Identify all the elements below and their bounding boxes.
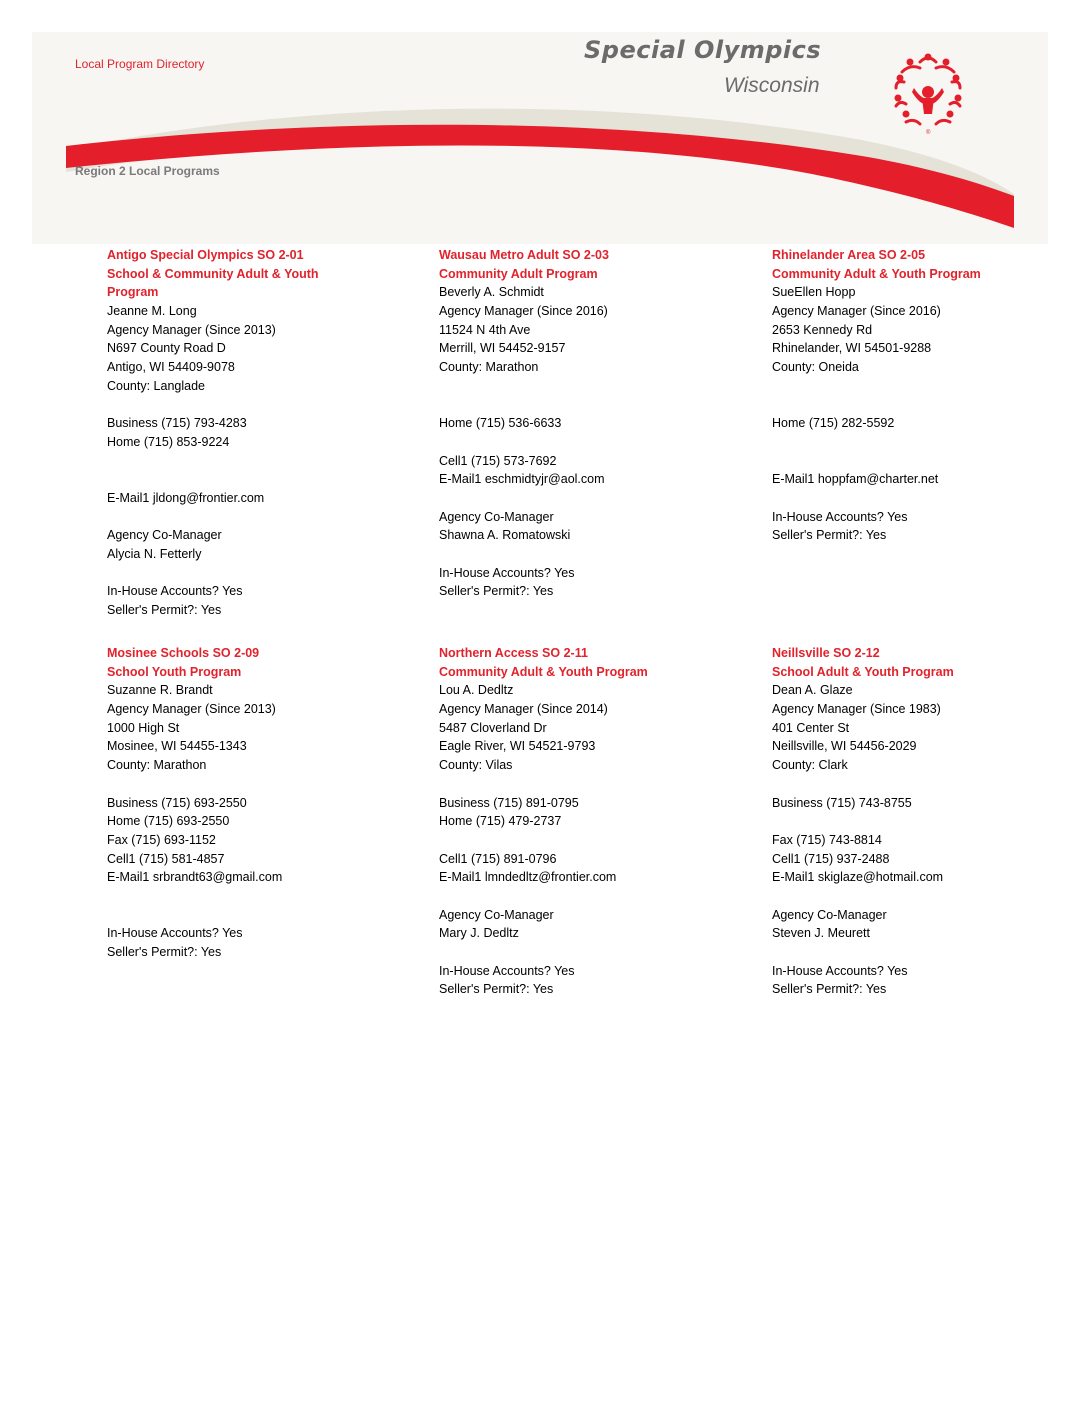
- program-title: Northern Access SO 2-11: [439, 646, 588, 660]
- co-manager-name: Steven J. Meurett: [772, 926, 870, 941]
- program-title: Wausau Metro Adult SO 2-03: [439, 248, 609, 262]
- street-address: 1000 High St: [107, 720, 180, 735]
- program-entry-wausau: [439, 246, 749, 601]
- co-manager-name: Alycia N. Fetterly: [107, 547, 202, 561]
- cell-phone: Cell1 (715) 891-0796: [439, 851, 557, 866]
- email: E-Mail1 skiglaze@hotmail.com: [772, 870, 944, 885]
- manager-role: Agency Manager (Since 2014): [439, 702, 608, 717]
- program-entry-mosinee: [107, 644, 417, 962]
- program-type: School Youth Program: [107, 664, 242, 679]
- county: County: Vilas: [439, 758, 513, 773]
- co-manager-label: Agency Co-Manager: [107, 528, 222, 543]
- business-phone: Business (715) 793-4283: [107, 416, 247, 431]
- manager-role: Agency Manager (Since 2013): [107, 322, 276, 337]
- program-type-cont: Program: [107, 285, 159, 300]
- program-entry-northern-access: [439, 644, 749, 999]
- program-title: Rhinelander Area SO 2-05: [772, 248, 926, 262]
- manager-name: Jeanne M. Long: [107, 304, 197, 319]
- county: County: Langlade: [107, 378, 205, 393]
- email: E-Mail1 eschmidtyjr@aol.com: [439, 472, 605, 487]
- manager-role: Agency Manager (Since 2016): [772, 304, 941, 319]
- program-entry-antigo: [107, 246, 417, 620]
- co-manager-name: Shawna A. Romatowski: [439, 528, 571, 543]
- email: E-Mail1 lmndedltz@frontier.com: [439, 870, 617, 885]
- fax-number: Fax (715) 693-1152: [107, 832, 216, 847]
- program-title: Mosinee Schools SO 2-09: [107, 646, 260, 660]
- sellers-permit: Seller's Permit?: Yes: [107, 603, 222, 618]
- program-type: Community Adult & Youth Program: [772, 266, 981, 281]
- special-olympics-logo-icon: [892, 52, 964, 138]
- county: County: Clark: [772, 758, 848, 773]
- sellers-permit: Seller's Permit?: Yes: [439, 584, 554, 599]
- home-phone: Home (715) 282-5592: [772, 416, 895, 431]
- program-entry-rhinelander: [772, 246, 1082, 545]
- street-address: 11524 N 4th Ave: [439, 322, 531, 337]
- in-house-accounts: In-House Accounts? Yes: [772, 509, 908, 524]
- business-phone: Business (715) 891-0795: [439, 795, 579, 810]
- email: E-Mail1 jldong@frontier.com: [107, 490, 265, 505]
- program-type: School & Community Adult & Youth: [107, 266, 319, 281]
- brand-name: Special Olympics: [584, 36, 822, 64]
- cell-phone: Cell1 (715) 937-2488: [772, 851, 890, 866]
- manager-name: Lou A. Dedltz: [439, 683, 514, 698]
- in-house-accounts: In-House Accounts? Yes: [439, 565, 575, 580]
- manager-role: Agency Manager (Since 1983): [772, 702, 941, 717]
- city-state-zip: Mosinee, WI 54455-1343: [107, 739, 247, 754]
- street-address: N697 County Road D: [107, 341, 226, 356]
- program-title: Neillsville SO 2-12: [772, 646, 880, 660]
- manager-name: SueEllen Hopp: [772, 285, 856, 300]
- sellers-permit: Seller's Permit?: Yes: [439, 982, 554, 997]
- email: E-Mail1 srbrandt63@gmail.com: [107, 870, 283, 885]
- co-manager-label: Agency Co-Manager: [439, 509, 554, 524]
- program-type: Community Adult Program: [439, 266, 598, 281]
- street-address: 2653 Kennedy Rd: [772, 322, 873, 337]
- manager-name: Beverly A. Schmidt: [439, 285, 544, 300]
- street-address: 401 Center St: [772, 720, 850, 735]
- in-house-accounts: In-House Accounts? Yes: [439, 963, 575, 978]
- program-type: School Adult & Youth Program: [772, 664, 954, 679]
- cell-phone: Cell1 (715) 573-7692: [439, 453, 557, 468]
- sellers-permit: Seller's Permit?: Yes: [107, 945, 222, 959]
- document-title: Local Program Directory: [75, 57, 205, 71]
- city-state-zip: Rhinelander, WI 54501-9288: [772, 341, 932, 356]
- manager-name: Suzanne R. Brandt: [107, 683, 213, 698]
- in-house-accounts: In-House Accounts? Yes: [107, 584, 243, 599]
- program-type: Community Adult & Youth Program: [439, 664, 648, 679]
- region-title: Region 2 Local Programs: [75, 164, 220, 178]
- business-phone: Business (715) 693-2550: [107, 795, 247, 810]
- in-house-accounts: In-House Accounts? Yes: [772, 963, 908, 978]
- manager-role: Agency Manager (Since 2013): [107, 702, 276, 717]
- city-state-zip: Eagle River, WI 54521-9793: [439, 739, 596, 754]
- cell-phone: Cell1 (715) 581-4857: [107, 851, 225, 866]
- business-phone: Business (715) 743-8755: [772, 795, 912, 810]
- city-state-zip: Antigo, WI 54409-9078: [107, 360, 235, 375]
- county: County: Marathon: [107, 758, 207, 773]
- manager-role: Agency Manager (Since 2016): [439, 304, 608, 319]
- manager-name: Dean A. Glaze: [772, 683, 853, 698]
- home-phone: Home (715) 479-2737: [439, 814, 562, 829]
- co-manager-name: Mary J. Dedltz: [439, 926, 519, 941]
- sellers-permit: Seller's Permit?: Yes: [772, 528, 887, 543]
- in-house-accounts: In-House Accounts? Yes: [107, 926, 243, 941]
- home-phone: Home (715) 536-6633: [439, 416, 562, 431]
- fax-number: Fax (715) 743-8814: [772, 832, 882, 847]
- svg-text:®: ®: [926, 130, 931, 136]
- city-state-zip: Neillsville, WI 54456-2029: [772, 739, 917, 754]
- co-manager-label: Agency Co-Manager: [439, 907, 554, 922]
- county: County: Oneida: [772, 360, 859, 375]
- county: County: Marathon: [439, 360, 539, 375]
- street-address: 5487 Cloverland Dr: [439, 720, 547, 735]
- brand-state: Wisconsin: [724, 74, 820, 97]
- program-entry-neillsville: [772, 644, 1082, 999]
- sellers-permit: Seller's Permit?: Yes: [772, 982, 887, 997]
- email: E-Mail1 hoppfam@charter.net: [772, 472, 939, 487]
- home-phone: Home (715) 853-9224: [107, 434, 230, 449]
- home-phone: Home (715) 693-2550: [107, 814, 230, 829]
- co-manager-label: Agency Co-Manager: [772, 907, 887, 922]
- city-state-zip: Merrill, WI 54452-9157: [439, 341, 566, 356]
- program-title: Antigo Special Olympics SO 2-01: [107, 248, 304, 262]
